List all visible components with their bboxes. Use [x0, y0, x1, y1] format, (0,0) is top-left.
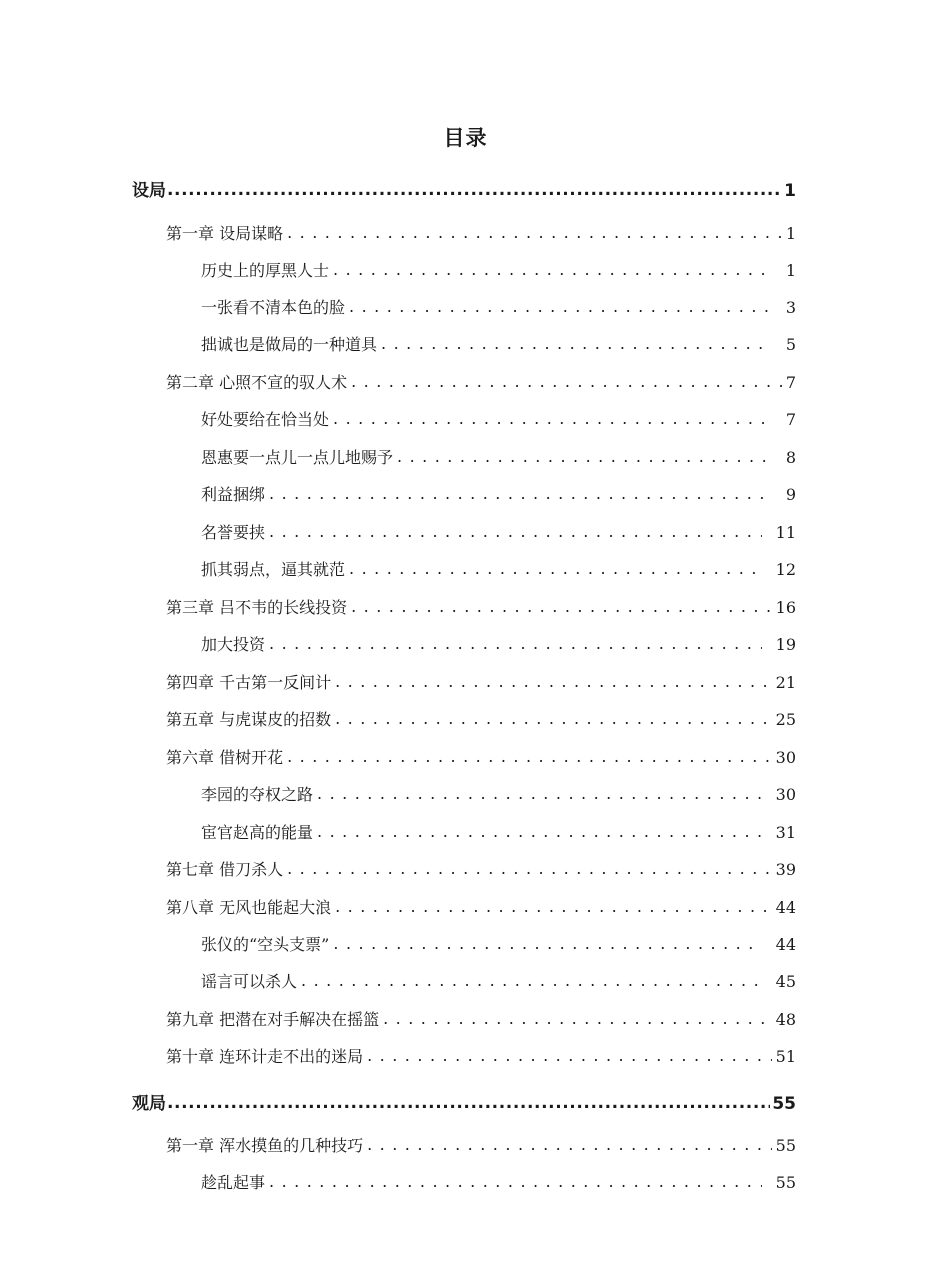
dot-leader	[367, 1046, 772, 1065]
toc-section[interactable]	[201, 632, 796, 655]
toc-entry-title: 历史上的厚黑人士	[201, 261, 330, 280]
dot-leader	[269, 634, 762, 653]
dot-leader	[351, 597, 772, 616]
toc-entry-title: 观局	[132, 1094, 166, 1114]
toc-part[interactable]	[132, 176, 796, 201]
toc-page-number: 45	[775, 972, 796, 991]
dot-leader	[351, 372, 782, 391]
toc-entry-title: 利益捆绑	[201, 485, 266, 504]
toc-chapter[interactable]	[166, 857, 796, 880]
toc-section[interactable]	[201, 482, 796, 505]
toc-page-number: 44	[775, 935, 796, 954]
toc-entry-title: 第八章 无风也能起大浪	[166, 898, 332, 917]
dot-leader	[335, 897, 772, 916]
toc-entry-title: 设局	[132, 181, 166, 201]
dot-leader	[301, 971, 762, 990]
toc-entry-title: 第一章 浑水摸鱼的几种技巧	[166, 1136, 364, 1155]
toc-page-number: 1	[785, 224, 796, 243]
toc-part[interactable]	[132, 1089, 796, 1114]
toc-entry-title: 恩惠要一点儿一点儿地赐予	[201, 448, 394, 467]
toc-section[interactable]	[201, 520, 796, 543]
toc-page-number: 21	[775, 673, 796, 692]
dot-leader	[269, 484, 772, 503]
dot-leader	[335, 672, 772, 691]
dot-leader	[397, 447, 772, 466]
toc-chapter[interactable]	[166, 707, 796, 730]
toc-entry-title: 第九章 把潜在对手解决在摇篮	[166, 1010, 380, 1029]
dot-leader	[287, 747, 772, 766]
dot-leader	[167, 180, 782, 200]
toc-entry-title: 好处要给在恰当处	[201, 410, 330, 429]
toc-chapter[interactable]	[166, 370, 796, 393]
toc-page-number: 31	[775, 823, 796, 842]
toc-page-number: 12	[775, 560, 796, 579]
toc-chapter[interactable]	[166, 745, 796, 768]
toc-entry-title: 谣言可以杀人	[201, 972, 298, 991]
toc-entry-title: 第七章 借刀杀人	[166, 860, 284, 879]
toc-page-number: 7	[785, 373, 796, 392]
toc-entry-title: 第五章 与虎谋皮的招数	[166, 710, 332, 729]
toc-entry-title: 第十章 连环计走不出的迷局	[166, 1047, 364, 1066]
toc-entry-title: 名誉要挟	[201, 523, 266, 542]
toc-section[interactable]	[201, 445, 796, 468]
toc-entry-title: 宦官赵高的能量	[201, 823, 314, 842]
toc-chapter[interactable]	[166, 221, 796, 244]
dot-leader	[167, 1093, 770, 1113]
dot-leader	[335, 709, 772, 728]
toc-page-number: 44	[775, 898, 796, 917]
dot-leader	[333, 409, 772, 428]
dot-leader	[269, 1172, 762, 1191]
toc-page-number: 9	[785, 485, 796, 504]
toc-entry-title: 拙诚也是做局的一种道具	[201, 335, 378, 354]
toc-page-number: 51	[775, 1047, 796, 1066]
toc-entry-title: 第六章 借树开花	[166, 748, 284, 767]
toc-page-number: 48	[775, 1010, 796, 1029]
toc-section[interactable]	[201, 407, 796, 430]
toc-page-number: 30	[775, 785, 796, 804]
toc-chapter[interactable]	[166, 1044, 796, 1067]
dot-leader	[333, 934, 761, 953]
dot-leader	[383, 1009, 772, 1028]
toc-entry-title: 李园的夺权之路	[201, 785, 314, 804]
dot-leader	[349, 559, 762, 578]
toc-section[interactable]	[201, 1170, 796, 1193]
dot-leader	[333, 260, 772, 279]
toc-section[interactable]	[201, 295, 796, 318]
dot-leader	[287, 859, 772, 878]
toc-chapter[interactable]	[166, 670, 796, 693]
page-title: 目录	[443, 126, 488, 150]
toc-page-number: 55	[775, 1173, 796, 1192]
toc-page-number: 5	[785, 335, 796, 354]
dot-leader	[317, 822, 762, 841]
toc-entry-title: 张仪的“空头支票”	[201, 935, 330, 954]
toc-page-number: 11	[775, 523, 796, 542]
toc-page-number: 1	[785, 261, 796, 280]
toc-section[interactable]	[201, 782, 796, 805]
toc-page-number: 55	[775, 1136, 796, 1155]
toc-page-number: 7	[785, 410, 796, 429]
toc-entry-title: 第四章 千古第一反间计	[166, 673, 332, 692]
toc-entry-title: 趁乱起事	[201, 1173, 266, 1192]
toc-page-number: 16	[775, 598, 796, 617]
toc-entry-title: 第一章 设局谋略	[166, 224, 284, 243]
toc-entry-title: 抓其弱点，逼其就范	[201, 560, 346, 579]
toc-entry-title: 加大投资	[201, 635, 266, 654]
toc-entry-title: 第二章 心照不宣的驭人术	[166, 373, 348, 392]
toc-section[interactable]	[201, 258, 796, 281]
dot-leader	[349, 297, 772, 316]
toc-chapter[interactable]	[166, 1007, 796, 1030]
toc-chapter[interactable]	[166, 595, 796, 618]
toc-page-number: 1	[784, 181, 796, 201]
toc-section[interactable]	[201, 932, 796, 955]
toc-page-number: 19	[775, 635, 796, 654]
toc-chapter[interactable]	[166, 1133, 796, 1156]
dot-leader	[287, 223, 782, 242]
toc-page-number: 8	[785, 448, 796, 467]
toc-section[interactable]	[201, 557, 796, 580]
dot-leader	[317, 784, 762, 803]
toc-page-number: 39	[775, 860, 796, 879]
toc-section[interactable]	[201, 820, 796, 843]
toc-page-number: 3	[785, 298, 796, 317]
dot-leader	[367, 1135, 772, 1154]
toc-page-number: 30	[775, 748, 796, 767]
toc-entry-title: 第三章 吕不韦的长线投资	[166, 598, 348, 617]
dot-leader	[381, 334, 772, 353]
dot-leader	[269, 522, 762, 541]
toc-section[interactable]	[201, 332, 796, 355]
toc-page-number: 55	[772, 1094, 796, 1114]
toc-entry-title: 一张看不清本色的脸	[201, 298, 346, 317]
toc-section[interactable]	[201, 969, 796, 992]
toc-page-number: 25	[775, 710, 796, 729]
toc-chapter[interactable]	[166, 895, 796, 918]
